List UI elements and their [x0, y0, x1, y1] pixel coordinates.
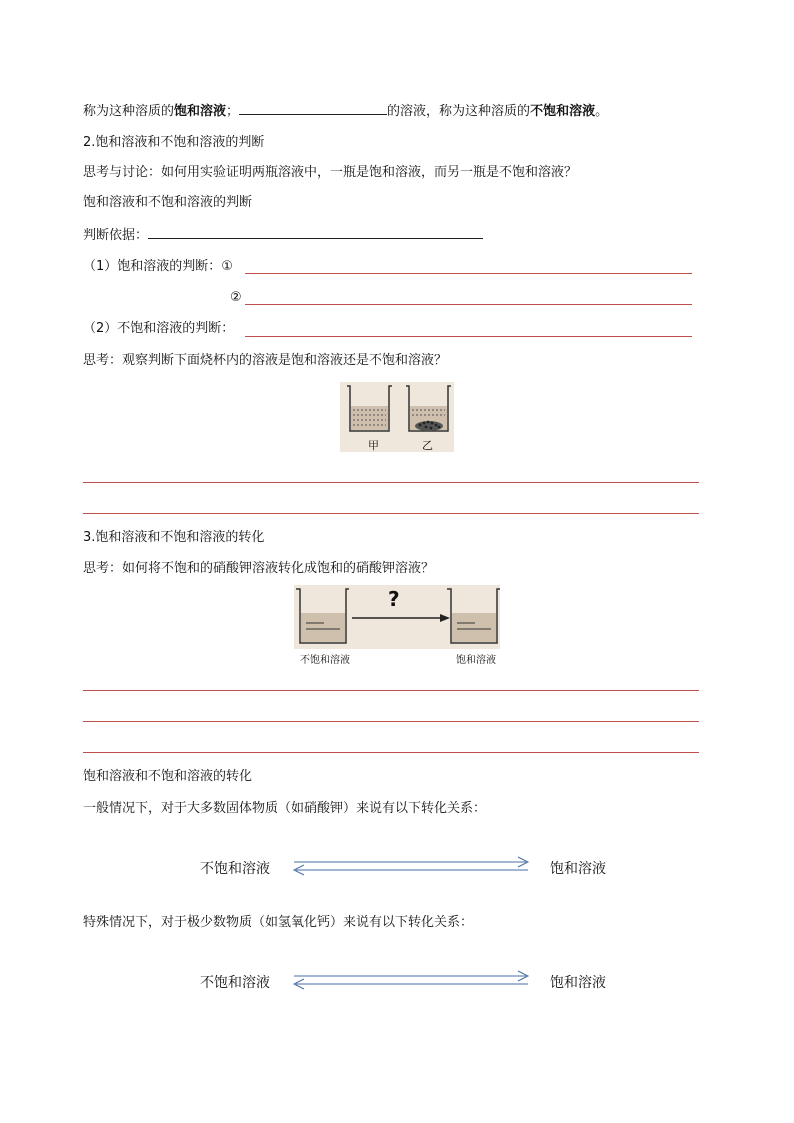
think-convert: 思考：如何将不饱和的硝酸钾溶液转化成饱和的硝酸钾溶液？ [83, 561, 435, 576]
judge-basis [83, 226, 483, 245]
double-arrow-icon [290, 855, 532, 879]
question-mark: ? [388, 587, 400, 611]
label: （2）不饱和溶液的判断： [83, 321, 235, 336]
fill-blank[interactable] [239, 102, 387, 115]
beaker-label-b: 乙 [422, 439, 433, 452]
text: 称为这种溶质的 [83, 104, 175, 119]
answer-line[interactable] [83, 513, 699, 514]
section-2-title: 2.饱和溶液和不饱和溶液的判断 [83, 135, 265, 150]
label: （1）饱和溶液的判断：① [83, 259, 233, 274]
answer-line[interactable] [245, 336, 692, 337]
think-beaker: 思考：观察判断下面烧杯内的溶液是饱和溶液还是不饱和溶液？ [83, 353, 448, 368]
section-3-title: 3.饱和溶液和不饱和溶液的转化 [83, 530, 265, 545]
judge-saturated [83, 258, 233, 276]
relation-right-label: 饱和溶液 [550, 975, 606, 991]
term-saturated: 饱和溶液 [174, 104, 227, 119]
beaker-label-a: 甲 [368, 439, 379, 452]
judge-unsaturated [83, 320, 234, 338]
general-case: 一般情况下，对于大多数固体物质（如硝酸钾）来说有以下转化关系： [83, 801, 487, 816]
answer-line[interactable] [83, 721, 699, 722]
label-unsaturated: 不饱和溶液 [300, 655, 350, 666]
relation-left-label: 不饱和溶液 [200, 975, 270, 991]
answer-line[interactable] [245, 304, 692, 305]
relation-right-label: 饱和溶液 [550, 861, 606, 877]
subtitle-convert: 饱和溶液和不饱和溶液的转化 [83, 769, 253, 784]
relation-left-label: 不饱和溶液 [200, 861, 270, 877]
fill-blank[interactable] [148, 226, 483, 239]
beaker-figure [340, 382, 454, 452]
answer-line[interactable] [83, 482, 699, 483]
text: 的溶液，称为这种溶质的 [387, 104, 531, 119]
label: ② [230, 290, 242, 305]
subtitle-judge: 饱和溶液和不饱和溶液的判断 [83, 195, 253, 210]
convert-figure [294, 585, 500, 666]
definition-line [83, 102, 608, 121]
answer-line[interactable] [83, 690, 699, 691]
answer-line[interactable] [83, 752, 699, 753]
answer-line[interactable] [245, 273, 692, 274]
text: 。 [595, 104, 609, 119]
label-saturated: 饱和溶液 [456, 655, 496, 666]
double-arrow-icon [290, 969, 532, 993]
judge-saturated-2 [230, 289, 242, 307]
discussion-text: 思考与讨论：如何用实验证明两瓶溶液中，一瓶是饱和溶液，而另一瓶是不饱和溶液？ [83, 165, 578, 180]
term-unsaturated: 不饱和溶液 [530, 104, 596, 119]
beakers-illustration [340, 382, 454, 452]
special-case: 特殊情况下，对于极少数物质（如氢氧化钙）来说有以下转化关系： [83, 915, 474, 930]
label: 判断依据： [83, 228, 149, 243]
text: ； [226, 104, 240, 119]
